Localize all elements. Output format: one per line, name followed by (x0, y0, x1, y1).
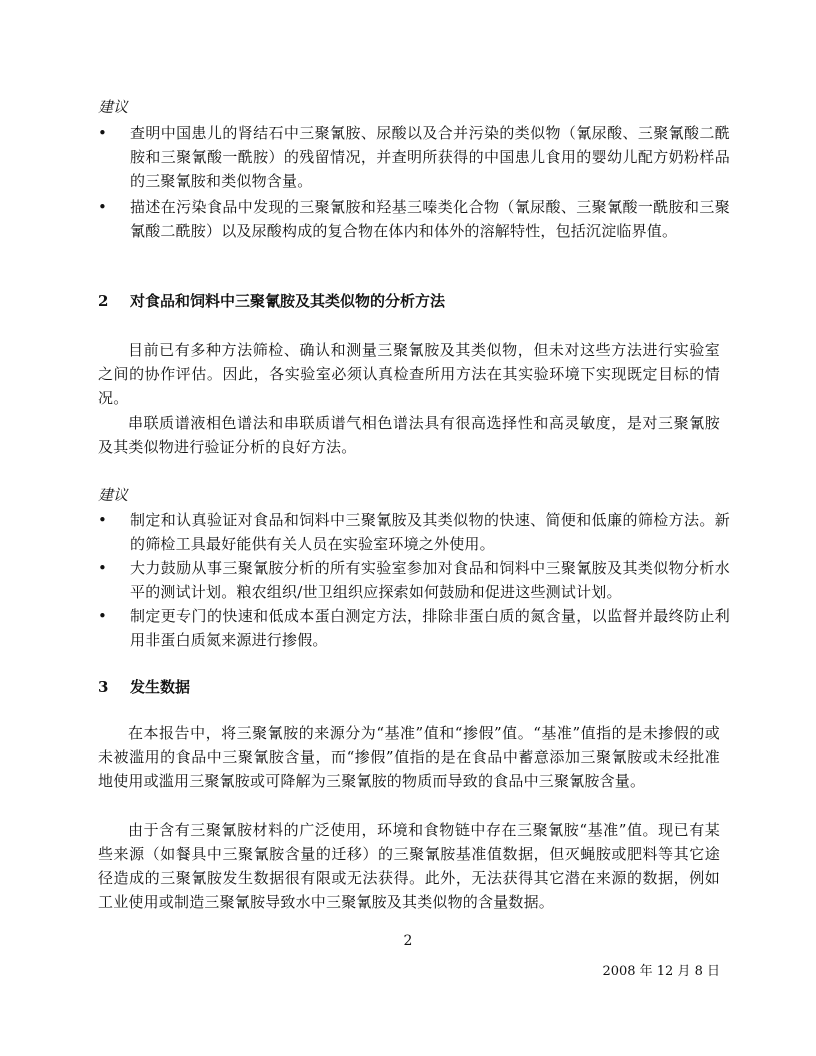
bullet-text: 查明中国患儿的肾结石中三聚氰胺、尿酸以及合并污染的类似物（氰尿酸、三聚氰酸二酰胺和三聚氰酸一酰胺）的残留情况，并查明所获得的中国患儿食用的婴幼儿配方奶粉样品的三聚氰胺和类似物含量。 (130, 124, 730, 190)
paragraph: 串联质谱液相色谱法和串联质谱气相色谱法具有很高选择性和高灵敏度，是对三聚氰胺及其类似物进行验证分析的良好方法。 (98, 414, 720, 456)
bullet-text: 制定更专门的快速和低成本蛋白测定方法，排除非蛋白质的氮含量，以监督并最终防止利用非蛋白质氮来源进行掺假。 (130, 607, 730, 649)
bullet-icon: • (98, 607, 107, 625)
bullet-icon: • (98, 124, 107, 142)
document-date: 2008 年 12 月 8 日 (602, 964, 720, 979)
bullet-icon: • (98, 511, 107, 529)
list-item (98, 604, 730, 652)
bullet-icon: • (98, 198, 107, 216)
list-item (98, 121, 730, 193)
bullet-text: 制定和认真验证对食品和饲料中三聚氰胺及其类似物的快速、简便和低廉的筛检方法。新的筛检工具最好能供有关人员在实验室环境之外使用。 (130, 511, 730, 553)
section-heading (98, 290, 445, 312)
bullet-text: 描述在污染食品中发现的三聚氰胺和羟基三嗪类化合物（氰尿酸、三聚氰酸一酰胺和三聚氰酸二酰胺）以及尿酸构成的复合物在体内和体外的溶解特性，包括沉淀临界值。 (130, 198, 730, 240)
section-number: 3 (98, 678, 109, 696)
recommendation-heading: 建议 (98, 486, 129, 504)
section-title: 对食品和饲料中三聚氰胺及其类似物的分析方法 (130, 292, 446, 310)
bullet-icon: • (98, 559, 107, 577)
section-number: 2 (98, 292, 109, 310)
recommendation-heading: 建议 (98, 98, 129, 116)
page-number: 2 (403, 933, 413, 949)
paragraph: 由于含有三聚氰胺材料的广泛使用，环境和食物链中存在三聚氰胺“基准”值。现已有某些来源（如餐具中三聚氰胺含量的迁移）的三聚氰胺基准值数据，但灭蝇胺或肥料等其它途径造成的三聚氰胺发生数据很有限或无法获得。此外，无法获得其它潜在来源的数据，例如工业使用或制造三聚氰胺导致水中三聚氰胺及其类似物的含量数据。 (98, 821, 720, 911)
paragraph: 在本报告中，将三聚氰胺的来源分为“基准”值和“掺假”值。“基准”值指的是未掺假的或未被滥用的食品中三聚氰胺含量，而“掺假”值指的是在食品中蓄意添加三聚氰胺或未经批准地使用或滥用三聚氰胺或可降解为三聚氰胺的物质而导致的食品中三聚氰胺含量。 (98, 724, 720, 790)
list-item (98, 508, 730, 556)
paragraph: 目前已有多种方法筛检、确认和测量三聚氰胺及其类似物，但未对这些方法进行实验室之间的协作评估。因此，各实验室必须认真检查所用方法在其实验环境下实现既定目标的情况。 (98, 341, 720, 407)
list-item (98, 195, 730, 243)
list-item (98, 556, 730, 604)
bullet-text: 大力鼓励从事三聚氰胺分析的所有实验室参加对食品和饲料中三聚氰胺及其类似物分析水平的测试计划。粮农组织/世卫组织应探索如何鼓励和促进这些测试计划。 (130, 559, 730, 601)
section-title: 发生数据 (130, 678, 191, 696)
section-heading (98, 676, 190, 698)
